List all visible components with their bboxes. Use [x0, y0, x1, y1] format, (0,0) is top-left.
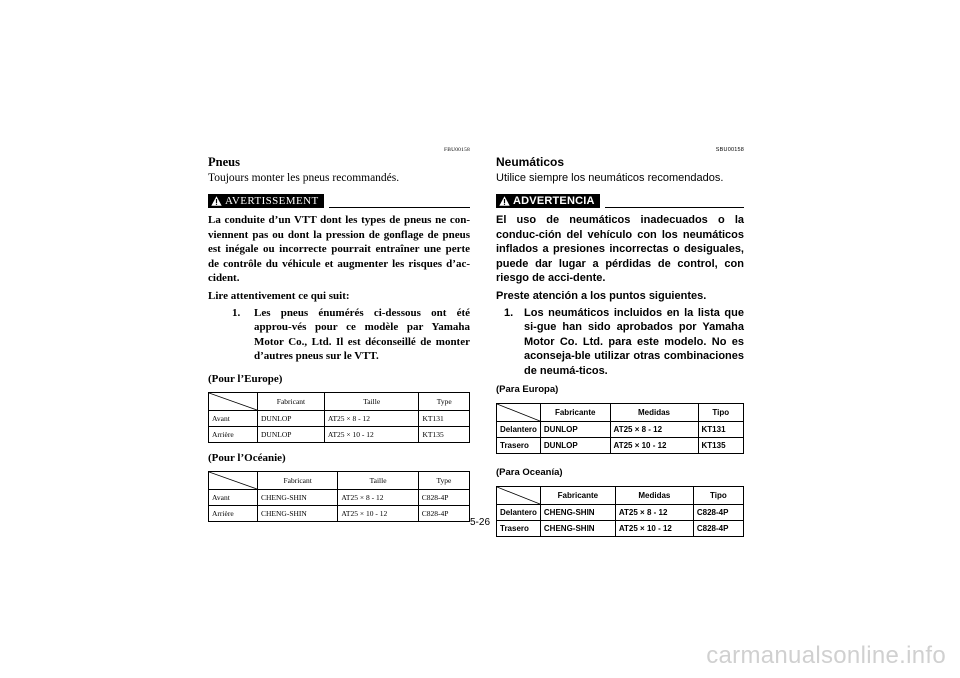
list-item-number: 1.	[232, 306, 241, 319]
cell-type: KT131	[698, 421, 744, 437]
cell-position: Avant	[209, 489, 258, 505]
header-type: Tipo	[698, 403, 744, 421]
cell-position: Arrière	[209, 426, 258, 442]
header-maker: Fabricant	[258, 392, 325, 410]
section-heading: Pneus	[208, 155, 240, 169]
warning-text: La conduite d’un VTT dont les types de pneus ne con-viennent pas ou dont la pression de gonflage de pneus est inégale ou incorrecte pourrait entraîner une perte de contrôle du véhicule et augmenter les risques d’ac-cident.	[208, 214, 470, 285]
cell-maker: CHENG-SHIN	[258, 489, 338, 505]
cell-maker: CHENG-SHIN	[258, 505, 338, 521]
table-corner	[497, 486, 541, 504]
table-corner	[497, 403, 541, 421]
warning-triangle-icon	[211, 196, 222, 206]
list-item-text: Les pneus énumérés ci-dessous ont été approu-vés pour ce modèle par Yamaha Motor Co., Ltd. Il est déconseillé de monter d’autres pneus sur le VTT.	[254, 306, 470, 363]
cell-maker: DUNLOP	[540, 421, 610, 437]
section-code: FBU00158	[443, 147, 470, 153]
cell-size: AT25 × 10 - 12	[615, 520, 693, 536]
instruction-text: Lire attentivement ce qui suit:	[208, 289, 350, 302]
oceania-label: (Pour l’Océanie)	[208, 451, 286, 464]
cell-size: AT25 × 8 - 12	[324, 410, 419, 426]
table-row	[209, 410, 470, 426]
cell-type: KT135	[698, 437, 744, 453]
cell-type: C828-4P	[418, 489, 469, 505]
cell-maker: DUNLOP	[540, 437, 610, 453]
warning-banner	[496, 193, 744, 209]
cell-type: KT131	[419, 410, 470, 426]
page-number: 5-26	[469, 517, 490, 528]
cell-position: Delantero	[497, 421, 541, 437]
europe-tire-table	[208, 392, 470, 443]
cell-type: KT135	[419, 426, 470, 442]
cell-position: Trasero	[497, 437, 541, 453]
table-row	[209, 489, 470, 505]
list-item-number: 1.	[504, 306, 514, 319]
warning-triangle-icon	[499, 196, 510, 206]
header-size: Medidas	[615, 486, 693, 504]
header-maker: Fabricante	[540, 403, 610, 421]
section-heading: Neumáticos	[496, 155, 565, 169]
cell-size: AT25 × 10 - 12	[324, 426, 419, 442]
table-corner	[209, 471, 258, 489]
oceania-tire-table	[496, 486, 744, 537]
warning-rule	[605, 207, 744, 208]
cell-maker: DUNLOP	[258, 410, 325, 426]
header-maker: Fabricant	[258, 471, 338, 489]
cell-maker: DUNLOP	[258, 426, 325, 442]
table-row	[497, 421, 744, 437]
warning-banner	[208, 193, 470, 209]
warning-rule	[329, 207, 470, 208]
header-type: Tipo	[693, 486, 743, 504]
header-size: Medidas	[610, 403, 698, 421]
cell-position: Avant	[209, 410, 258, 426]
header-type: Type	[419, 392, 470, 410]
cell-size: AT25 × 8 - 12	[610, 421, 698, 437]
cell-size: AT25 × 8 - 12	[338, 489, 418, 505]
cell-type: C828-4P	[693, 504, 743, 520]
cell-size: AT25 × 10 - 12	[338, 505, 418, 521]
intro-text: Toujours monter les pneus recommandés.	[208, 172, 400, 184]
watermark: carmanualsonline.info	[706, 642, 946, 669]
cell-position: Delantero	[497, 504, 541, 520]
oceania-label: (Para Oceanía)	[496, 466, 563, 478]
europe-tire-table	[496, 403, 744, 454]
cell-type: C828-4P	[693, 520, 743, 536]
header-type: Type	[418, 471, 469, 489]
list-item	[496, 306, 744, 379]
table-row	[497, 437, 744, 453]
europe-label: (Para Europa)	[496, 383, 559, 395]
warning-label: ADVERTENCIA	[513, 195, 595, 207]
cell-size: AT25 × 10 - 12	[610, 437, 698, 453]
table-row	[209, 426, 470, 442]
warning-label: AVERTISSEMENT	[225, 195, 319, 207]
europe-label: (Pour l’Europe)	[208, 372, 283, 385]
spanish-column	[496, 146, 744, 537]
oceania-tire-table	[208, 471, 470, 522]
list-item	[208, 306, 470, 364]
header-size: Taille	[338, 471, 418, 489]
cell-type: C828-4P	[418, 505, 469, 521]
cell-size: AT25 × 8 - 12	[615, 504, 693, 520]
cell-position: Arrière	[209, 505, 258, 521]
cell-maker: CHENG-SHIN	[540, 504, 615, 520]
section-code: SBU00158	[715, 147, 744, 153]
cell-position: Trasero	[497, 520, 541, 536]
table-corner	[209, 392, 258, 410]
cell-maker: CHENG-SHIN	[540, 520, 615, 536]
warning-text: El uso de neumáticos inadecuados o la conduc-ción del vehículo con los neumáticos inflados a presiones incorrectas o desiguales, puede dar lugar a pérdidas de control, con riesgo de acci-dente.	[496, 214, 744, 285]
header-size: Taille	[324, 392, 419, 410]
list-item-text: Los neumáticos incluidos en la lista que si-gue han sido aprobados por Yamaha Motor Co. Ltd. para este modelo. No es aconseja-ble utilizar otras combinaciones de neumá-ticos.	[524, 306, 744, 377]
french-column	[208, 146, 470, 522]
header-maker: Fabricante	[540, 486, 615, 504]
instruction-text: Preste atención a los puntos siguientes.	[496, 289, 707, 302]
intro-text: Utilice siempre los neumáticos recomendados.	[496, 172, 724, 184]
